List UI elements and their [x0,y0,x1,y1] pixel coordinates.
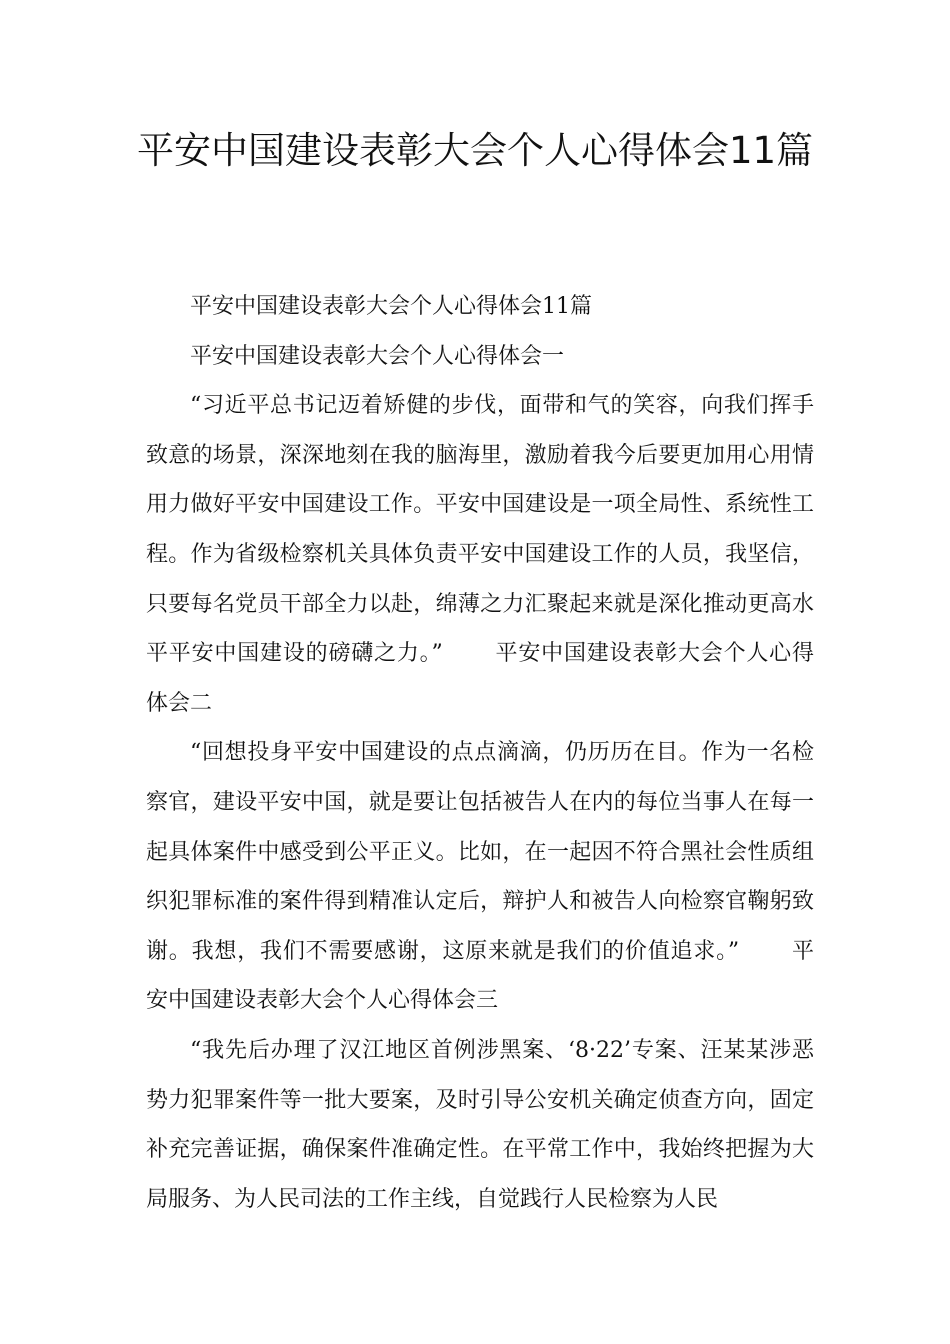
paragraph-2 [146,728,814,1026]
paragraph-3: “我先后办理了汉江地区首例涉黑案、‘8·22’专案、汪某某涉恶势力犯罪案件等一批大要案，及时引导公安机关确定侦查方向，固定补充完善证据，确保案件准确定性。在平常工作中，我始终把握为大局服务、为人民司法的工作主线，自觉践行人民检察为人民 [146,1037,814,1212]
paragraph-1-text: “习近平总书记迈着矫健的步伐，面带和气的笑容，向我们挥手致意的场景，深深地刻在我的脑海里，激励着我今后要更加用心用情用力做好平安中国建设工作。平安中国建设是一项全局性、系统性工程。作为省级检察机关具体负责平安中国建设工作的人员，我坚信，只要每名党员干部全力以赴，绵薄之力汇聚起来就是深化推动更高水平平安中国建设的磅礴之力。” [146,393,814,667]
document-body [146,282,814,1224]
paragraph-1 [146,381,814,728]
section-heading-1: 平安中国建设表彰大会个人心得体会一 [190,343,565,369]
section-heading-2: 平安中国建设表彰大会个人心得体会二 [146,641,814,716]
paragraph-2-text: “回想投身平安中国建设的点点滴滴，仍历历在目。作为一名检察官，建设平安中国，就是要让包括被告人在内的每位当事人在每一起具体案件中感受到公平正义。比如，在一起因不符合黑社会性质组织犯罪标准的案件得到精准认定后，辩护人和被告人向检察官鞠躬致谢。我想，我们不需要感谢，这原来就是我们的价值追求。” [146,740,814,964]
section-heading-3: 平安中国建设表彰大会个人心得体会三 [146,938,814,1014]
document-title: 平安中国建设表彰大会个人心得体会11篇 [136,129,814,172]
document-subtitle: 平安中国建设表彰大会个人心得体会11篇 [190,294,592,319]
